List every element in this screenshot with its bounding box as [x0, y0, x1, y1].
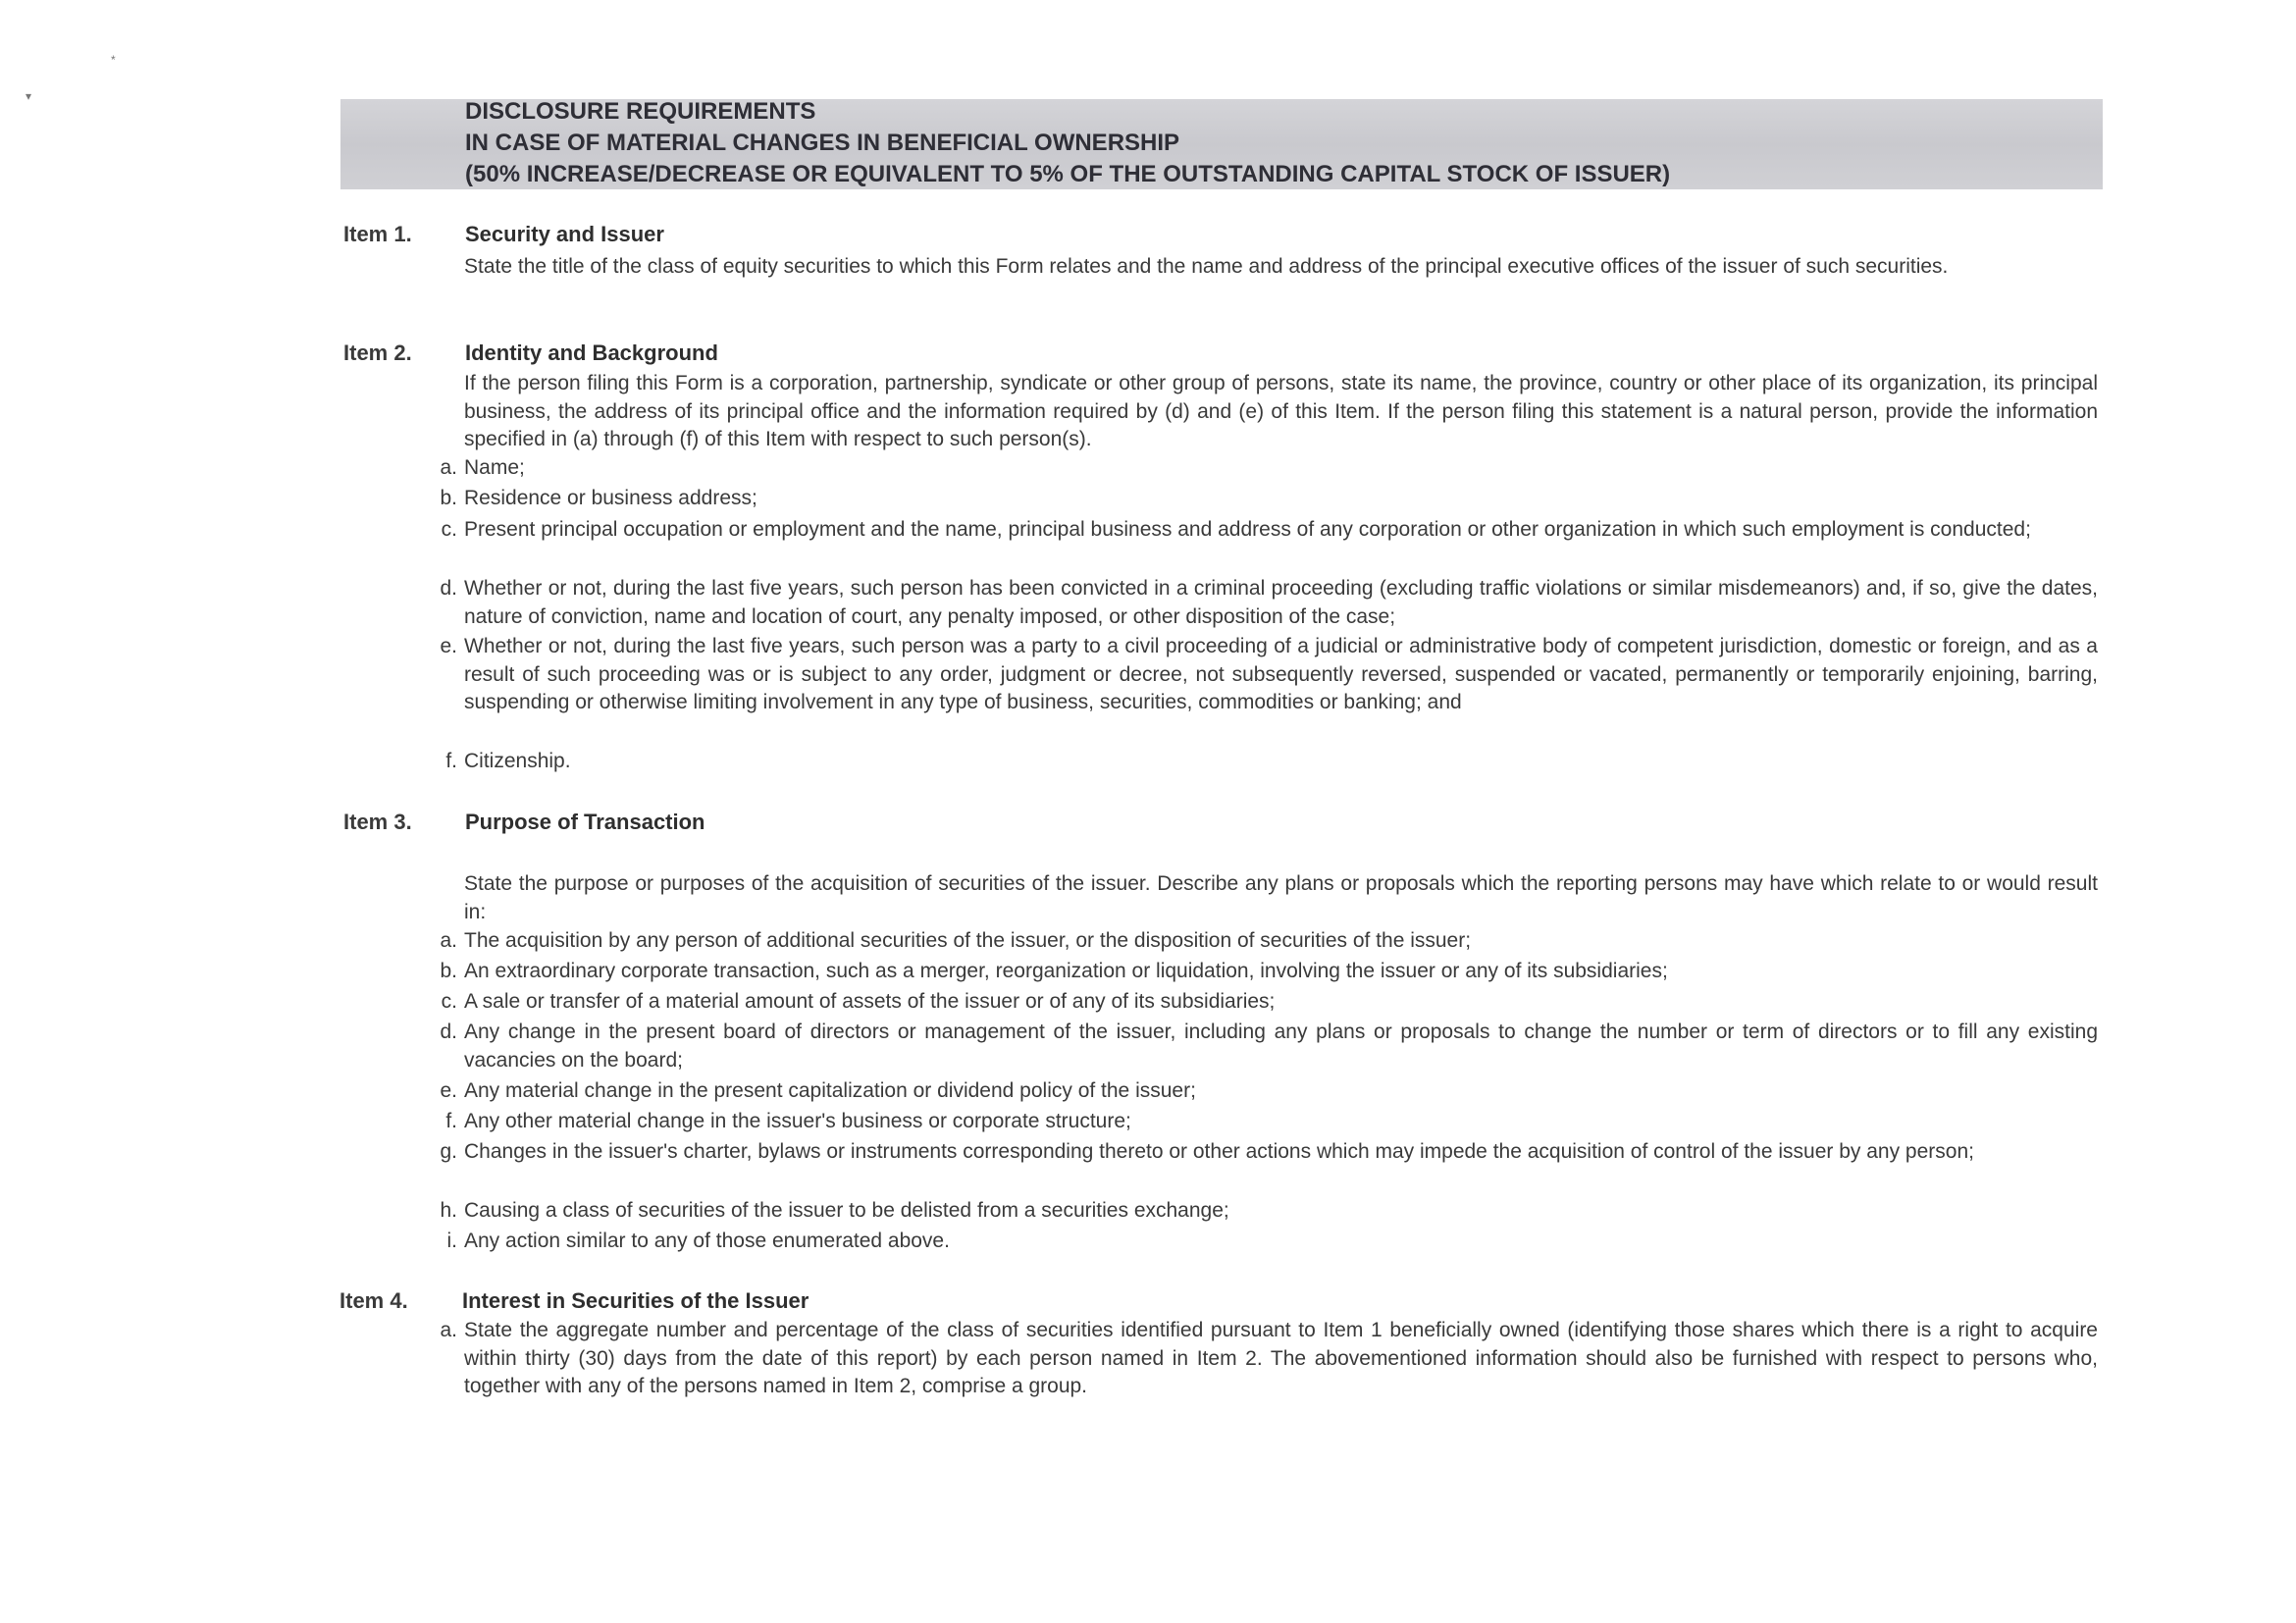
list-item — [422, 1197, 2098, 1226]
list-text: An extraordinary corporate transaction, such as a merger, reorganization or liquidation, involving the issuer or any of its subsidiaries; — [464, 960, 1668, 982]
scan-speck: * — [111, 53, 116, 67]
list-marker: b. — [440, 487, 457, 509]
list-item — [422, 485, 2098, 513]
item-2-label: Item 2. — [343, 340, 412, 365]
list-item — [422, 575, 2098, 631]
list-text: Any action similar to any of those enumerated above. — [464, 1230, 950, 1252]
list-item — [422, 748, 2098, 776]
item-1-text: State the title of the class of equity securities to which this Form relates and the name and address of the principal executive offices of the issuer of such securities. — [464, 255, 1949, 278]
list-marker: a. — [440, 929, 457, 952]
list-text: Any other material change in the issuer's business or corporate structure; — [464, 1110, 1131, 1132]
list-item — [422, 927, 2098, 956]
list-item — [422, 1019, 2098, 1074]
list-item — [422, 516, 2098, 545]
list-text: Whether or not, during the last five years, such person has been convicted in a criminal proceeding (excluding traffic violations or similar misdemeanors) and, if so, give the dates, nature of conviction, name and location of court, any penalty imposed, or other disposition of the case; — [464, 577, 2098, 628]
list-text: Changes in the issuer's charter, bylaws or instruments corresponding thereto or other actions which may impede the acquisition of control of the issuer by any person; — [464, 1140, 1974, 1163]
list-text: The acquisition by any person of additional securities of the issuer, or the disposition of securities of the issuer; — [464, 929, 1472, 952]
list-item — [422, 1317, 2098, 1401]
list-marker: f. — [445, 1110, 457, 1132]
list-item — [422, 988, 2098, 1017]
item-1-label: Item 1. — [343, 222, 412, 246]
list-text: Citizenship. — [464, 750, 571, 772]
list-text: Present principal occupation or employment and the name, principal business and address of any corporation or other organization in which such employment is conducted; — [464, 518, 2031, 541]
header-subtitle: IN CASE OF MATERIAL CHANGES IN BENEFICIAL OWNERSHIP — [465, 130, 1180, 156]
list-text: Any material change in the present capitalization or dividend policy of the issuer; — [464, 1079, 1196, 1102]
header-condition: (50% INCREASE/DECREASE OR EQUIVALENT TO 5% OF THE OUTSTANDING CAPITAL STOCK OF ISSUER) — [465, 161, 1671, 187]
list-marker: e. — [440, 1079, 457, 1102]
list-item — [422, 1228, 2098, 1256]
list-marker: h. — [440, 1199, 457, 1222]
item-2-intro: If the person filing this Form is a corporation, partnership, syndicate or other group of persons, state its name, the province, country or other place of its organization, its principal business, the address of its principal office and the information required by (d) and (e) of this Item. If the person filing this statement is a natural person, provide the information specified in (a) through (f) of this Item with respect to such person(s). — [464, 372, 2098, 450]
item-4-label: Item 4. — [339, 1288, 408, 1313]
header-title: DISCLOSURE REQUIREMENTS — [465, 98, 816, 125]
item-4-title: Interest in Securities of the Issuer — [462, 1288, 809, 1313]
list-item — [422, 454, 2098, 483]
list-item — [422, 1077, 2098, 1106]
list-text: State the aggregate number and percentage of the class of securities identified pursuant to Item 1 beneficially owned (identifying those shares which there is a right to acquire within thirty (30) days from the date of this report) by each person named in Item 2. The abovementioned information should also be furnished with respect to persons who, together with any of the persons named in Item 2, comprise a group. — [464, 1319, 2098, 1397]
list-marker: a. — [440, 456, 457, 479]
list-item — [422, 958, 2098, 986]
item-3-label: Item 3. — [343, 810, 412, 834]
list-text: A sale or transfer of a material amount of assets of the issuer or of any of its subsidiaries; — [464, 990, 1276, 1013]
item-3-intro: State the purpose or purposes of the acquisition of securities of the issuer. Describe any plans or proposals which the reporting persons may have which relate to or would result in: — [464, 872, 2098, 923]
list-text: Any change in the present board of directors or management of the issuer, including any plans or proposals to change the number or term of directors or to fill any existing vacancies on the board; — [464, 1021, 2098, 1072]
list-item — [422, 633, 2098, 717]
list-marker: a. — [440, 1319, 457, 1341]
list-text: Name; — [464, 456, 525, 479]
list-marker: i. — [446, 1230, 457, 1252]
item-1-title: Security and Issuer — [465, 222, 664, 246]
list-item — [422, 1138, 2098, 1167]
scan-speck: ▾ — [26, 89, 32, 103]
list-marker: b. — [440, 960, 457, 982]
list-marker: f. — [445, 750, 457, 772]
list-marker: d. — [440, 1021, 457, 1043]
list-marker: c. — [441, 990, 457, 1013]
list-marker: d. — [440, 577, 457, 600]
list-text: Residence or business address; — [464, 487, 757, 509]
list-marker: c. — [441, 518, 457, 541]
list-marker: g. — [440, 1140, 457, 1163]
list-item — [422, 1108, 2098, 1136]
list-marker: e. — [440, 635, 457, 657]
disclosure-header — [340, 99, 2103, 189]
item-2-title: Identity and Background — [465, 340, 718, 365]
list-text: Whether or not, during the last five years, such person was a party to a civil proceeding of a judicial or administrative body of competent jurisdiction, domestic or foreign, and as a result of such proceeding was or is subject to any order, judgment or decree, not subsequently reversed, suspended or vacated, permanently or temporarily enjoining, barring, suspending or otherwise limiting involvement in any type of business, securities, commodities or banking; and — [464, 635, 2098, 713]
item-3-title: Purpose of Transaction — [465, 810, 705, 834]
list-text: Causing a class of securities of the issuer to be delisted from a securities exchange; — [464, 1199, 1229, 1222]
